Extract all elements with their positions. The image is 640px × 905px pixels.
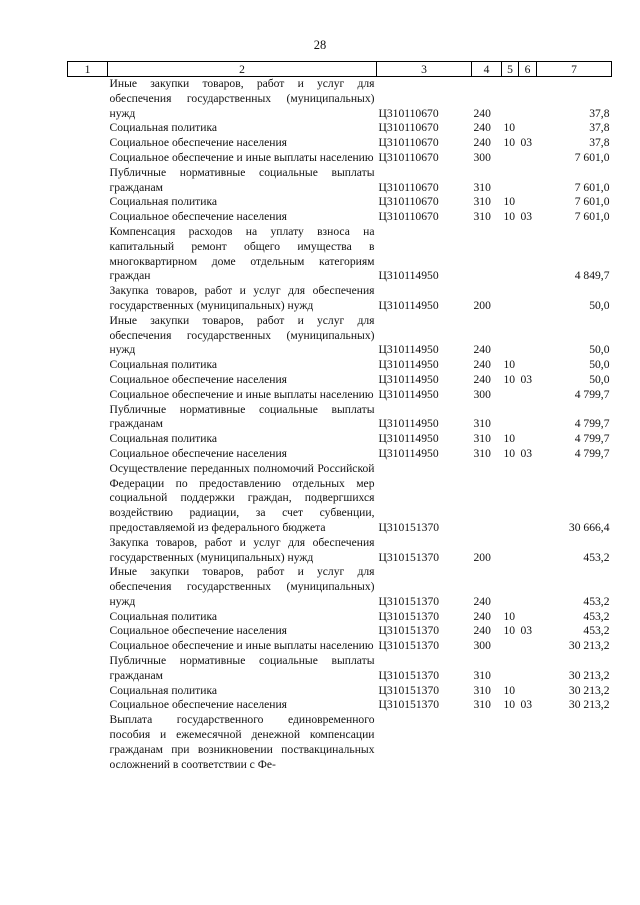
row-col1-cell — [68, 654, 108, 684]
row-pr-cell — [519, 432, 537, 447]
table-row — [68, 136, 612, 151]
header-cell-1: 1 — [68, 62, 108, 77]
row-sum-cell: 30 213,2 — [568, 698, 610, 712]
table-row — [68, 151, 612, 166]
row-code-cell: Ц310114950 — [378, 343, 439, 357]
row-rz-cell — [502, 639, 519, 654]
row-vr-cell: 300 — [473, 150, 491, 164]
row-sum-cell: 50,0 — [589, 343, 610, 357]
table-row — [68, 210, 612, 225]
row-col1-cell — [68, 403, 108, 433]
row-rz-cell — [502, 284, 519, 314]
row-col1-cell — [68, 195, 108, 210]
row-pr-cell — [519, 195, 537, 210]
row-sum-cell: 30 666,4 — [568, 520, 610, 534]
row-vr-cell: 310 — [473, 446, 491, 460]
row-sum-cell: 4 849,7 — [574, 269, 610, 283]
row-pr-cell — [519, 358, 537, 373]
table-row — [68, 565, 612, 609]
row-col1-cell — [68, 447, 108, 462]
row-vr-cell: 310 — [473, 432, 491, 446]
row-sum-cell: 37,8 — [589, 136, 610, 150]
header-cell-4: 4 — [472, 62, 502, 77]
table-row — [68, 684, 612, 699]
row-pr-cell — [519, 610, 537, 625]
row-pr-cell — [519, 536, 537, 566]
row-vr-cell: 240 — [473, 609, 491, 623]
row-rz-cell: 10 — [503, 358, 516, 372]
row-vr-cell: 300 — [473, 387, 491, 401]
row-sum-cell: 4 799,7 — [574, 432, 610, 446]
table-row — [68, 624, 612, 639]
row-sum-cell: 50,0 — [589, 298, 610, 312]
row-code-cell: Ц310151370 — [378, 698, 440, 712]
row-name-cell: Социальная политика — [109, 121, 218, 135]
row-pr-cell — [519, 639, 537, 654]
table-row — [68, 698, 612, 713]
row-name-cell: Социальная политика — [109, 683, 218, 697]
row-name-cell: Социальная политика — [109, 358, 218, 372]
row-name-cell: Иные закупки товаров, работ и услуг для обеспечения государственных (муниципальных) нужд — [109, 77, 375, 120]
row-vr-cell: 310 — [473, 683, 491, 697]
row-name-cell: Социальное обеспечение населения — [109, 372, 288, 386]
row-rz-cell: 10 — [503, 683, 516, 697]
row-pr-cell — [519, 314, 537, 358]
row-code-cell: Ц310151370 — [378, 624, 440, 638]
row-col1-cell — [68, 151, 108, 166]
table-row — [68, 654, 612, 684]
row-vr-cell: 240 — [473, 372, 491, 386]
table-row — [68, 610, 612, 625]
row-pr-cell — [519, 654, 537, 684]
row-sum-cell: 453,2 — [583, 609, 610, 623]
row-name-cell: Социальное обеспечение населения — [109, 624, 288, 638]
row-rz-cell: 10 — [503, 698, 516, 712]
row-code-cell: Ц310114950 — [378, 387, 439, 401]
table-row — [68, 403, 612, 433]
row-rz-cell — [502, 151, 519, 166]
row-vr-cell: 240 — [473, 106, 491, 120]
row-code-cell: Ц310110670 — [378, 150, 439, 164]
table-row — [68, 166, 612, 196]
table-row — [68, 713, 612, 772]
row-sum-cell: 7 601,0 — [574, 195, 610, 209]
table-row — [68, 447, 612, 462]
row-col1-cell — [68, 639, 108, 654]
row-name-cell: Социальное обеспечение и иные выплаты населению — [109, 387, 374, 401]
row-rz-cell — [502, 536, 519, 566]
row-pr-cell: 03 — [520, 210, 533, 224]
row-col1-cell — [68, 388, 108, 403]
budget-table — [67, 61, 612, 772]
row-col1-cell — [68, 610, 108, 625]
row-rz-cell: 10 — [503, 121, 516, 135]
row-code-cell: Ц310151370 — [378, 639, 440, 653]
row-sum-cell: 37,8 — [589, 106, 610, 120]
header-cell-3: 3 — [377, 62, 472, 77]
table-row — [68, 314, 612, 358]
row-pr-cell — [519, 713, 537, 772]
row-code-cell: Ц310114950 — [378, 446, 439, 460]
row-rz-cell — [502, 713, 519, 772]
row-vr-cell: 310 — [473, 210, 491, 224]
row-pr-cell — [519, 388, 537, 403]
row-sum-cell: 37,8 — [589, 121, 610, 135]
row-vr-cell: 200 — [473, 298, 491, 312]
row-vr-cell: 310 — [473, 668, 491, 682]
row-rz-cell — [502, 388, 519, 403]
row-rz-cell — [502, 225, 519, 284]
row-pr-cell: 03 — [520, 624, 533, 638]
row-sum-cell: 50,0 — [589, 372, 610, 386]
row-sum-cell: 4 799,7 — [574, 387, 610, 401]
row-pr-cell: 03 — [520, 136, 533, 150]
row-sum-cell: 4 799,7 — [574, 417, 610, 431]
row-rz-cell — [502, 462, 519, 536]
header-cell-6: 6 — [519, 62, 537, 77]
row-name-cell: Публичные нормативные социальные выплаты гражданам — [109, 165, 375, 194]
row-col1-cell — [68, 698, 108, 713]
row-code-cell: Ц310151370 — [378, 520, 440, 534]
row-name-cell: Социальное обеспечение населения — [109, 210, 288, 224]
page-number: 28 — [313, 38, 327, 52]
row-vr-cell: 240 — [473, 136, 491, 150]
row-code-cell: Ц310151370 — [378, 683, 440, 697]
header-cell-5: 5 — [502, 62, 519, 77]
row-code-cell: Ц310114950 — [378, 358, 439, 372]
row-rz-cell — [502, 403, 519, 433]
row-name-cell: Публичные нормативные социальные выплаты гражданам — [109, 402, 375, 431]
row-pr-cell — [519, 684, 537, 699]
row-vr-cell — [472, 713, 502, 772]
row-code-cell: Ц310114950 — [378, 432, 439, 446]
row-sum-cell: 4 799,7 — [574, 446, 610, 460]
row-vr-cell — [472, 462, 502, 536]
row-col1-cell — [68, 565, 108, 609]
row-rz-cell: 10 — [503, 195, 516, 209]
row-pr-cell: 03 — [520, 446, 533, 460]
row-pr-cell — [519, 151, 537, 166]
row-pr-cell: 03 — [520, 698, 533, 712]
row-vr-cell: 310 — [473, 417, 491, 431]
row-vr-cell — [472, 225, 502, 284]
row-col1-cell — [68, 624, 108, 639]
row-sum-cell: 453,2 — [583, 624, 610, 638]
row-col1-cell — [68, 314, 108, 358]
table-row — [68, 358, 612, 373]
row-col1-cell — [68, 536, 108, 566]
table-row — [68, 462, 612, 536]
row-rz-cell: 10 — [503, 624, 516, 638]
row-vr-cell: 240 — [473, 121, 491, 135]
row-rz-cell: 10 — [503, 609, 516, 623]
row-name-cell: Социальное обеспечение и иные выплаты населению — [109, 639, 374, 653]
row-vr-cell: 240 — [473, 594, 491, 608]
row-vr-cell: 300 — [473, 639, 491, 653]
table-body — [68, 77, 612, 773]
row-pr-cell: 03 — [520, 372, 533, 386]
row-vr-cell: 200 — [473, 550, 491, 564]
row-rz-cell — [502, 654, 519, 684]
row-name-cell: Социальное обеспечение населения — [109, 136, 288, 150]
row-vr-cell: 310 — [473, 698, 491, 712]
row-code-cell: Ц310151370 — [378, 594, 440, 608]
row-pr-cell — [519, 462, 537, 536]
row-col1-cell — [68, 136, 108, 151]
row-code-cell: Ц310110670 — [378, 121, 439, 135]
row-name-cell: Иные закупки товаров, работ и услуг для обеспечения государственных (муниципальных) нужд — [109, 565, 375, 608]
row-rz-cell — [502, 77, 519, 122]
row-rz-cell: 10 — [503, 136, 516, 150]
row-code-cell: Ц310110670 — [378, 180, 439, 194]
row-rz-cell — [502, 565, 519, 609]
row-code-cell: Ц310110670 — [378, 106, 439, 120]
row-pr-cell — [519, 77, 537, 122]
row-pr-cell — [519, 121, 537, 136]
row-name-cell: Социальное обеспечение населения — [109, 446, 288, 460]
row-col1-cell — [68, 684, 108, 699]
table-row — [68, 536, 612, 566]
row-name-cell: Осуществление переданных полномочий Российской Федерации по предоставлению отдельных мер социальной поддержки граждан, подвергшихся воздействию радиации, за счет субвенции, предоставляемой из федерального бюджета — [109, 461, 375, 534]
row-code-cell: Ц310151370 — [378, 668, 440, 682]
row-name-cell: Социальная политика — [109, 195, 218, 209]
header-cell-2: 2 — [108, 62, 377, 77]
row-code-cell: Ц310114950 — [378, 269, 439, 283]
row-rz-cell: 10 — [503, 210, 516, 224]
row-pr-cell — [519, 225, 537, 284]
row-code-cell: Ц310151370 — [378, 609, 440, 623]
row-rz-cell — [502, 166, 519, 196]
row-sum-cell: 7 601,0 — [574, 210, 610, 224]
table-row — [68, 225, 612, 284]
row-name-cell: Закупка товаров, работ и услуг для обеспечения государственных (муниципальных) нужд — [109, 535, 375, 564]
row-sum-cell: 30 213,2 — [568, 683, 610, 697]
row-rz-cell: 10 — [503, 372, 516, 386]
table-row — [68, 121, 612, 136]
row-sum-cell: 7 601,0 — [574, 180, 610, 194]
table-row — [68, 388, 612, 403]
row-code-cell: Ц310110670 — [378, 195, 439, 209]
row-name-cell: Иные закупки товаров, работ и услуг для обеспечения государственных (муниципальных) нужд — [109, 313, 375, 357]
row-name-cell: Компенсация расходов на уплату взноса на капитальный ремонт общего имущества в многоквартирном доме отдельным категориям граждан — [109, 224, 375, 283]
row-col1-cell — [68, 77, 108, 122]
table-row — [68, 639, 612, 654]
row-col1-cell — [68, 210, 108, 225]
table-row — [68, 432, 612, 447]
row-code-cell: Ц310110670 — [378, 136, 439, 150]
table-row — [68, 77, 612, 122]
row-code-cell: Ц310110670 — [378, 210, 439, 224]
row-vr-cell: 240 — [473, 624, 491, 638]
row-name-cell: Социальное обеспечение и иные выплаты населению — [109, 150, 374, 164]
row-col1-cell — [68, 225, 108, 284]
row-col1-cell — [68, 373, 108, 388]
row-sum-cell — [537, 713, 612, 772]
row-pr-cell — [519, 403, 537, 433]
row-col1-cell — [68, 462, 108, 536]
row-rz-cell: 10 — [503, 446, 516, 460]
table-row — [68, 284, 612, 314]
row-sum-cell: 7 601,0 — [574, 150, 610, 164]
row-sum-cell: 453,2 — [583, 550, 610, 564]
row-col1-cell — [68, 358, 108, 373]
row-rz-cell — [502, 314, 519, 358]
row-name-cell: Закупка товаров, работ и услуг для обеспечения государственных (муниципальных) нужд — [109, 284, 375, 312]
row-code-cell: Ц310151370 — [378, 550, 440, 564]
row-pr-cell — [519, 284, 537, 314]
row-col1-cell — [68, 284, 108, 314]
row-name-cell: Публичные нормативные социальные выплаты гражданам — [109, 654, 375, 682]
row-vr-cell: 240 — [473, 358, 491, 372]
row-col1-cell — [68, 121, 108, 136]
row-name-cell: Социальное обеспечение населения — [109, 698, 288, 712]
row-vr-cell: 310 — [473, 180, 491, 194]
row-pr-cell — [519, 166, 537, 196]
row-name-cell: Социальная политика — [109, 609, 218, 623]
row-code-cell: Ц310114950 — [378, 298, 439, 312]
table-row — [68, 373, 612, 388]
row-vr-cell: 310 — [473, 195, 491, 209]
row-sum-cell: 30 213,2 — [568, 639, 610, 653]
table-header-row — [68, 62, 612, 77]
row-vr-cell: 240 — [473, 343, 491, 357]
row-name-cell: Выплата государственного единовременного пособия и ежемесячной денежной компенсации гражданам при возникновении поствакцинальных осложнений в соответствии с Фе- — [109, 713, 375, 771]
row-code-cell: Ц310114950 — [378, 417, 439, 431]
row-code-cell: Ц310114950 — [378, 372, 439, 386]
row-col1-cell — [68, 166, 108, 196]
row-name-cell: Социальная политика — [109, 432, 218, 446]
row-code-cell — [377, 713, 472, 772]
row-sum-cell: 30 213,2 — [568, 668, 610, 682]
row-col1-cell — [68, 432, 108, 447]
table-row — [68, 195, 612, 210]
row-pr-cell — [519, 565, 537, 609]
row-sum-cell: 50,0 — [589, 358, 610, 372]
row-col1-cell — [68, 713, 108, 772]
header-cell-7: 7 — [537, 62, 612, 77]
row-rz-cell: 10 — [503, 432, 516, 446]
row-sum-cell: 453,2 — [583, 594, 610, 608]
